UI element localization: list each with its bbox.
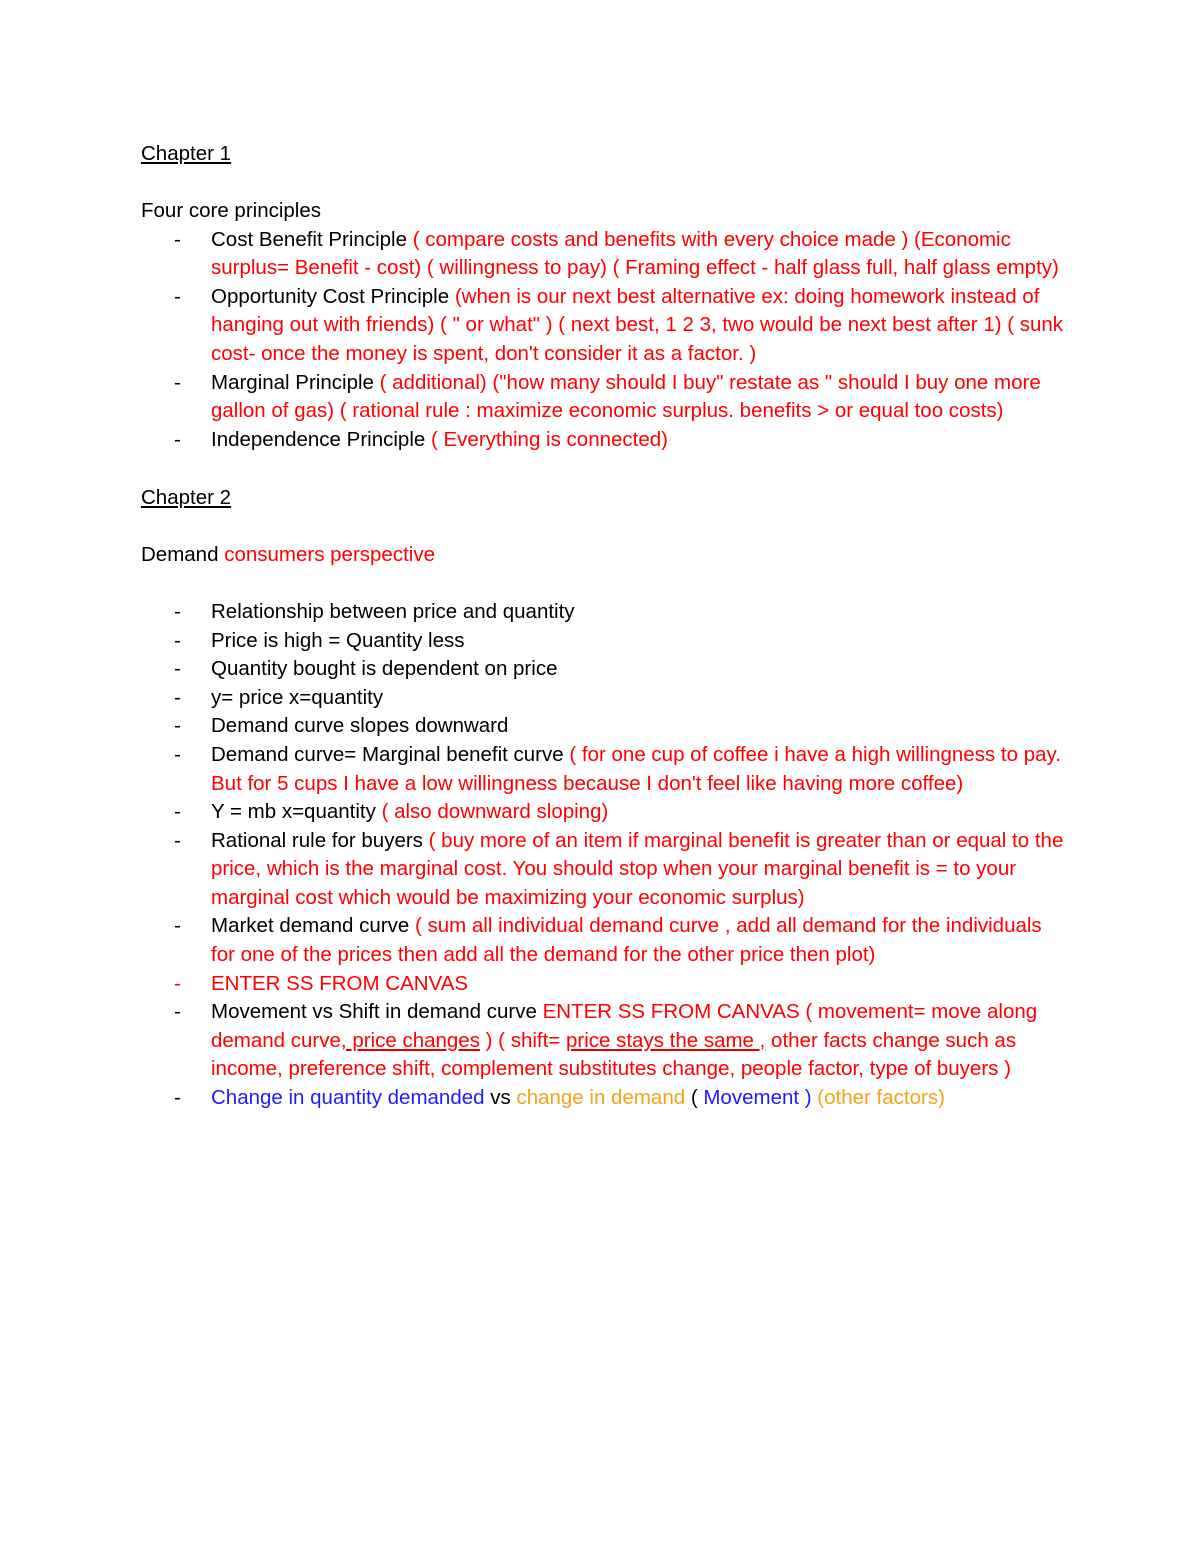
principle-note: (when is our next best alternative ex: doing homework instead of hanging out with friends) ( " or what" ) ( next best, 1 2 3, two would be next best after 1) ( sunk cost- once the money is spent, don't consider it as a factor. )	[211, 284, 1064, 365]
vs-text: vs	[484, 1086, 517, 1110]
dash-bullet: -	[174, 628, 181, 652]
item-label: Movement vs Shift in demand curve	[211, 1000, 543, 1024]
list-item	[141, 426, 1071, 455]
item-label: Market demand curve	[211, 914, 415, 938]
list-item	[141, 655, 1071, 684]
item-note: ENTER SS FROM CANVAS	[211, 971, 469, 995]
principle-label: Marginal Principle	[211, 370, 380, 394]
list-item	[141, 226, 1071, 283]
list-item	[141, 741, 1071, 798]
dash-bullet: -	[174, 742, 181, 766]
item-note-underlined: , price changes	[340, 1028, 480, 1052]
dash-bullet: -	[174, 828, 181, 852]
dash-bullet: -	[174, 370, 181, 394]
item-note: ( also downward sloping)	[381, 800, 609, 824]
item-label: y= price x=quantity	[211, 685, 384, 709]
chapter-2-heading: Chapter 2	[141, 486, 232, 510]
list-item	[141, 684, 1071, 713]
list-item	[141, 912, 1071, 969]
chapter-2-subtitle	[141, 541, 1071, 570]
dash-bullet: -	[174, 914, 181, 938]
list-item	[141, 369, 1071, 426]
spacer	[141, 168, 1071, 197]
item-note-underlined: price stays the same ,	[565, 1028, 766, 1052]
item-label: Demand curve= Marginal benefit curve	[211, 742, 570, 766]
item-label: Demand curve slopes downward	[211, 714, 509, 738]
quantity-demanded-text: Change in quantity demanded	[211, 1086, 485, 1110]
item-label: Y = mb x=quantity	[211, 800, 382, 824]
list-item	[141, 970, 1071, 999]
principle-note: ( Everything is connected)	[430, 427, 668, 451]
principle-label: Independence Principle	[211, 427, 431, 451]
item-label: Relationship between price and quantity	[211, 599, 575, 623]
dash-bullet: -	[174, 599, 181, 623]
item-note: other facts change such as income, preference shift, complement substitutes change, people factor, type of buyers )	[211, 1028, 1017, 1081]
paren-open-text: (	[685, 1086, 704, 1110]
principle-label: Opportunity Cost Principle	[211, 284, 455, 308]
dash-bullet: -	[174, 657, 181, 681]
item-label: Price is high = Quantity less	[211, 628, 465, 652]
principle-note: ( compare costs and benefits with every choice made ) (Economic surplus= Benefit - cost) ( willingness to pay) ( Framing effect - half glass full, half glass empty)	[211, 227, 1059, 280]
dash-bullet: -	[174, 227, 181, 251]
dash-bullet: -	[174, 685, 181, 709]
spacer	[141, 570, 1071, 598]
principles-list	[141, 226, 1071, 455]
demand-note: consumers perspective	[224, 543, 435, 567]
dash-bullet: -	[174, 1086, 181, 1110]
item-label: Quantity bought is dependent on price	[211, 657, 558, 681]
change-in-demand-text: change in demand	[516, 1086, 686, 1110]
chapter-1-subtitle: Four core principles	[141, 199, 322, 222]
principle-note: ( additional) ("how many should I buy" restate as " should I buy one more gallon of gas) ( rational rule : maximize economic surplus. benefits > or equal too costs)	[211, 370, 1041, 423]
spacer	[141, 512, 1071, 541]
list-item	[141, 827, 1071, 913]
item-label: Rational rule for buyers	[211, 828, 429, 852]
item-note: ENTER SS FROM CANVAS ( movement= move along demand curve	[211, 1000, 1038, 1052]
demand-list	[141, 598, 1071, 1113]
other-factors-text: (other factors)	[817, 1086, 945, 1110]
list-item	[141, 1084, 1071, 1113]
item-note: ( buy more of an item if marginal benefit is greater than or equal to the price, which is the marginal cost. You should stop when your marginal benefit is = to your marginal cost which would be maximizing your economic surplus)	[211, 828, 1064, 909]
item-note: ) ( shift=	[479, 1028, 566, 1052]
dash-bullet: -	[174, 427, 181, 451]
demand-label: Demand	[141, 543, 225, 567]
dash-bullet: -	[174, 284, 181, 308]
chapter-1-heading: Chapter 1	[141, 142, 232, 165]
list-item	[141, 798, 1071, 827]
movement-text: Movement )	[703, 1086, 812, 1110]
dash-bullet: -	[174, 800, 181, 824]
document-page	[141, 140, 1071, 1113]
spacer	[141, 454, 1071, 484]
list-item	[141, 598, 1071, 627]
dash-bullet: -	[174, 714, 181, 738]
item-note: ( sum all individual demand curve , add all demand for the individuals for one of the prices then add all the demand for the other price then plot)	[211, 914, 1042, 967]
principle-label: Cost Benefit Principle	[211, 227, 413, 251]
list-item	[141, 998, 1071, 1084]
list-item	[141, 627, 1071, 656]
list-item	[141, 712, 1071, 741]
dash-bullet: -	[174, 971, 181, 995]
list-item	[141, 283, 1071, 369]
item-note: ( for one cup of coffee i have a high willingness to pay. But for 5 cups I have a low willingness because I don't feel like having more coffee)	[211, 742, 1061, 795]
dash-bullet: -	[174, 1000, 181, 1024]
